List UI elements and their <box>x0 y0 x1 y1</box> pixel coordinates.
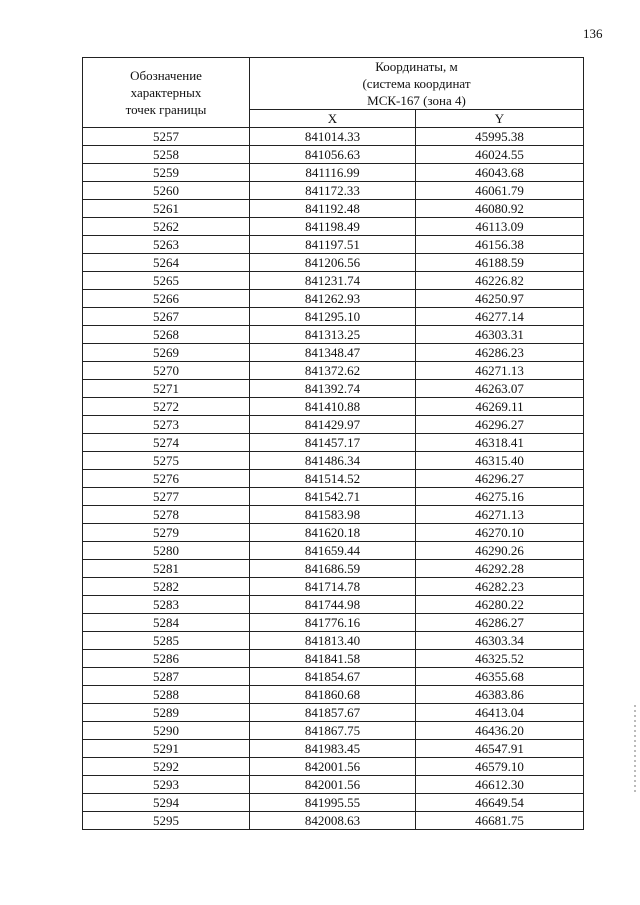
cell-y: 46270.10 <box>416 524 584 542</box>
cell-x: 841620.18 <box>250 524 416 542</box>
cell-x: 841295.10 <box>250 308 416 326</box>
cell-x: 842001.56 <box>250 758 416 776</box>
cell-x: 841867.75 <box>250 722 416 740</box>
cell-x: 841392.74 <box>250 380 416 398</box>
cell-point: 5286 <box>83 650 250 668</box>
cell-point: 5265 <box>83 272 250 290</box>
cell-y: 46188.59 <box>416 254 584 272</box>
cell-point: 5284 <box>83 614 250 632</box>
cell-x: 841262.93 <box>250 290 416 308</box>
cell-x: 841686.59 <box>250 560 416 578</box>
cell-x: 841172.33 <box>250 182 416 200</box>
cell-y: 46292.28 <box>416 560 584 578</box>
cell-y: 46649.54 <box>416 794 584 812</box>
table-row <box>83 308 584 326</box>
cell-y: 46271.13 <box>416 506 584 524</box>
table-row <box>83 182 584 200</box>
cell-y: 46547.91 <box>416 740 584 758</box>
table-row <box>83 668 584 686</box>
cell-point: 5290 <box>83 722 250 740</box>
cell-point: 5292 <box>83 758 250 776</box>
header-coordinates-group <box>250 58 584 110</box>
cell-point: 5258 <box>83 146 250 164</box>
cell-x: 841372.62 <box>250 362 416 380</box>
cell-x: 841313.25 <box>250 326 416 344</box>
cell-y: 46275.16 <box>416 488 584 506</box>
table-row <box>83 254 584 272</box>
cell-y: 46271.13 <box>416 362 584 380</box>
cell-y: 46436.20 <box>416 722 584 740</box>
table-row <box>83 344 584 362</box>
cell-point: 5259 <box>83 164 250 182</box>
header-coords-line: Координаты, м <box>375 59 458 74</box>
cell-x: 841776.16 <box>250 614 416 632</box>
table-row <box>83 704 584 722</box>
cell-point: 5271 <box>83 380 250 398</box>
table-row <box>83 524 584 542</box>
cell-x: 842008.63 <box>250 812 416 830</box>
header-point-line: характерных <box>130 85 202 100</box>
cell-y: 46043.68 <box>416 164 584 182</box>
cell-x: 841857.67 <box>250 704 416 722</box>
cell-x: 841056.63 <box>250 146 416 164</box>
table-row <box>83 452 584 470</box>
cell-point: 5264 <box>83 254 250 272</box>
cell-point: 5277 <box>83 488 250 506</box>
cell-y: 46061.79 <box>416 182 584 200</box>
cell-point: 5269 <box>83 344 250 362</box>
table-row <box>83 200 584 218</box>
cell-x: 841197.51 <box>250 236 416 254</box>
cell-x: 841860.68 <box>250 686 416 704</box>
cell-point: 5279 <box>83 524 250 542</box>
table-row <box>83 650 584 668</box>
cell-x: 841542.71 <box>250 488 416 506</box>
cell-point: 5262 <box>83 218 250 236</box>
cell-y: 46290.26 <box>416 542 584 560</box>
cell-point: 5272 <box>83 398 250 416</box>
cell-x: 841744.98 <box>250 596 416 614</box>
table-row <box>83 776 584 794</box>
cell-point: 5275 <box>83 452 250 470</box>
cell-y: 46315.40 <box>416 452 584 470</box>
table-row <box>83 272 584 290</box>
cell-y: 46282.23 <box>416 578 584 596</box>
table-row <box>83 146 584 164</box>
cell-x: 842001.56 <box>250 776 416 794</box>
cell-point: 5257 <box>83 128 250 146</box>
cell-x: 841583.98 <box>250 506 416 524</box>
table-row <box>83 722 584 740</box>
cell-x: 841116.99 <box>250 164 416 182</box>
cell-point: 5273 <box>83 416 250 434</box>
cell-y: 46286.27 <box>416 614 584 632</box>
cell-point: 5291 <box>83 740 250 758</box>
table-row <box>83 380 584 398</box>
cell-y: 46113.09 <box>416 218 584 236</box>
cell-point: 5293 <box>83 776 250 794</box>
cell-y: 46355.68 <box>416 668 584 686</box>
table-row <box>83 758 584 776</box>
cell-y: 46681.75 <box>416 812 584 830</box>
cell-point: 5288 <box>83 686 250 704</box>
cell-y: 46269.11 <box>416 398 584 416</box>
cell-y: 46080.92 <box>416 200 584 218</box>
header-point-line: точек границы <box>125 102 207 117</box>
table-row <box>83 416 584 434</box>
header-point-designation <box>83 58 250 128</box>
cell-x: 841841.58 <box>250 650 416 668</box>
cell-point: 5289 <box>83 704 250 722</box>
table-row <box>83 434 584 452</box>
cell-y: 46263.07 <box>416 380 584 398</box>
table-row <box>83 794 584 812</box>
cell-point: 5294 <box>83 794 250 812</box>
table-row <box>83 542 584 560</box>
cell-x: 841854.67 <box>250 668 416 686</box>
cell-point: 5260 <box>83 182 250 200</box>
cell-x: 841514.52 <box>250 470 416 488</box>
cell-x: 841995.55 <box>250 794 416 812</box>
cell-point: 5266 <box>83 290 250 308</box>
cell-point: 5283 <box>83 596 250 614</box>
cell-x: 841813.40 <box>250 632 416 650</box>
cell-y: 46612.30 <box>416 776 584 794</box>
cell-point: 5282 <box>83 578 250 596</box>
cell-y: 46325.52 <box>416 650 584 668</box>
table-row <box>83 164 584 182</box>
cell-point: 5276 <box>83 470 250 488</box>
cell-x: 841348.47 <box>250 344 416 362</box>
cell-y: 46156.38 <box>416 236 584 254</box>
cell-y: 46286.23 <box>416 344 584 362</box>
cell-y: 46280.22 <box>416 596 584 614</box>
cell-x: 841714.78 <box>250 578 416 596</box>
cell-point: 5295 <box>83 812 250 830</box>
cell-point: 5274 <box>83 434 250 452</box>
cell-point: 5287 <box>83 668 250 686</box>
header-coords-line: МСК-167 (зона 4) <box>367 93 466 108</box>
cell-y: 46303.31 <box>416 326 584 344</box>
cell-y: 46296.27 <box>416 470 584 488</box>
header-x: X <box>250 110 416 128</box>
cell-x: 841206.56 <box>250 254 416 272</box>
cell-point: 5261 <box>83 200 250 218</box>
cell-y: 46383.86 <box>416 686 584 704</box>
cell-y: 46250.97 <box>416 290 584 308</box>
table-row <box>83 614 584 632</box>
cell-x: 841231.74 <box>250 272 416 290</box>
cell-y: 46413.04 <box>416 704 584 722</box>
cell-y: 46296.27 <box>416 416 584 434</box>
cell-x: 841457.17 <box>250 434 416 452</box>
cell-x: 841198.49 <box>250 218 416 236</box>
table-body <box>83 128 584 830</box>
cell-x: 841192.48 <box>250 200 416 218</box>
table-row <box>83 488 584 506</box>
cell-x: 841014.33 <box>250 128 416 146</box>
cell-point: 5285 <box>83 632 250 650</box>
coordinates-table <box>82 57 584 830</box>
table-row <box>83 632 584 650</box>
table-row <box>83 578 584 596</box>
cell-point: 5267 <box>83 308 250 326</box>
table-row <box>83 812 584 830</box>
scan-edge-marks <box>634 705 636 795</box>
table-row <box>83 560 584 578</box>
table-row <box>83 506 584 524</box>
cell-x: 841983.45 <box>250 740 416 758</box>
cell-y: 46579.10 <box>416 758 584 776</box>
cell-y: 46303.34 <box>416 632 584 650</box>
table-row <box>83 740 584 758</box>
cell-y: 46226.82 <box>416 272 584 290</box>
cell-point: 5268 <box>83 326 250 344</box>
table-row <box>83 236 584 254</box>
cell-y: 46277.14 <box>416 308 584 326</box>
page-number: 136 <box>583 26 603 41</box>
table-row <box>83 128 584 146</box>
cell-point: 5281 <box>83 560 250 578</box>
cell-y: 46024.55 <box>416 146 584 164</box>
header-point-line: Обозначение <box>130 68 202 83</box>
cell-x: 841659.44 <box>250 542 416 560</box>
table-row <box>83 398 584 416</box>
table-row <box>83 290 584 308</box>
cell-point: 5263 <box>83 236 250 254</box>
cell-y: 46318.41 <box>416 434 584 452</box>
table-row <box>83 218 584 236</box>
cell-point: 5278 <box>83 506 250 524</box>
table-row <box>83 686 584 704</box>
cell-x: 841429.97 <box>250 416 416 434</box>
table-row <box>83 362 584 380</box>
table-row <box>83 326 584 344</box>
table-row <box>83 470 584 488</box>
cell-x: 841486.34 <box>250 452 416 470</box>
header-coords-line: (система координат <box>362 76 471 91</box>
cell-point: 5270 <box>83 362 250 380</box>
table-row <box>83 596 584 614</box>
cell-x: 841410.88 <box>250 398 416 416</box>
header-y: Y <box>416 110 584 128</box>
cell-point: 5280 <box>83 542 250 560</box>
cell-y: 45995.38 <box>416 128 584 146</box>
